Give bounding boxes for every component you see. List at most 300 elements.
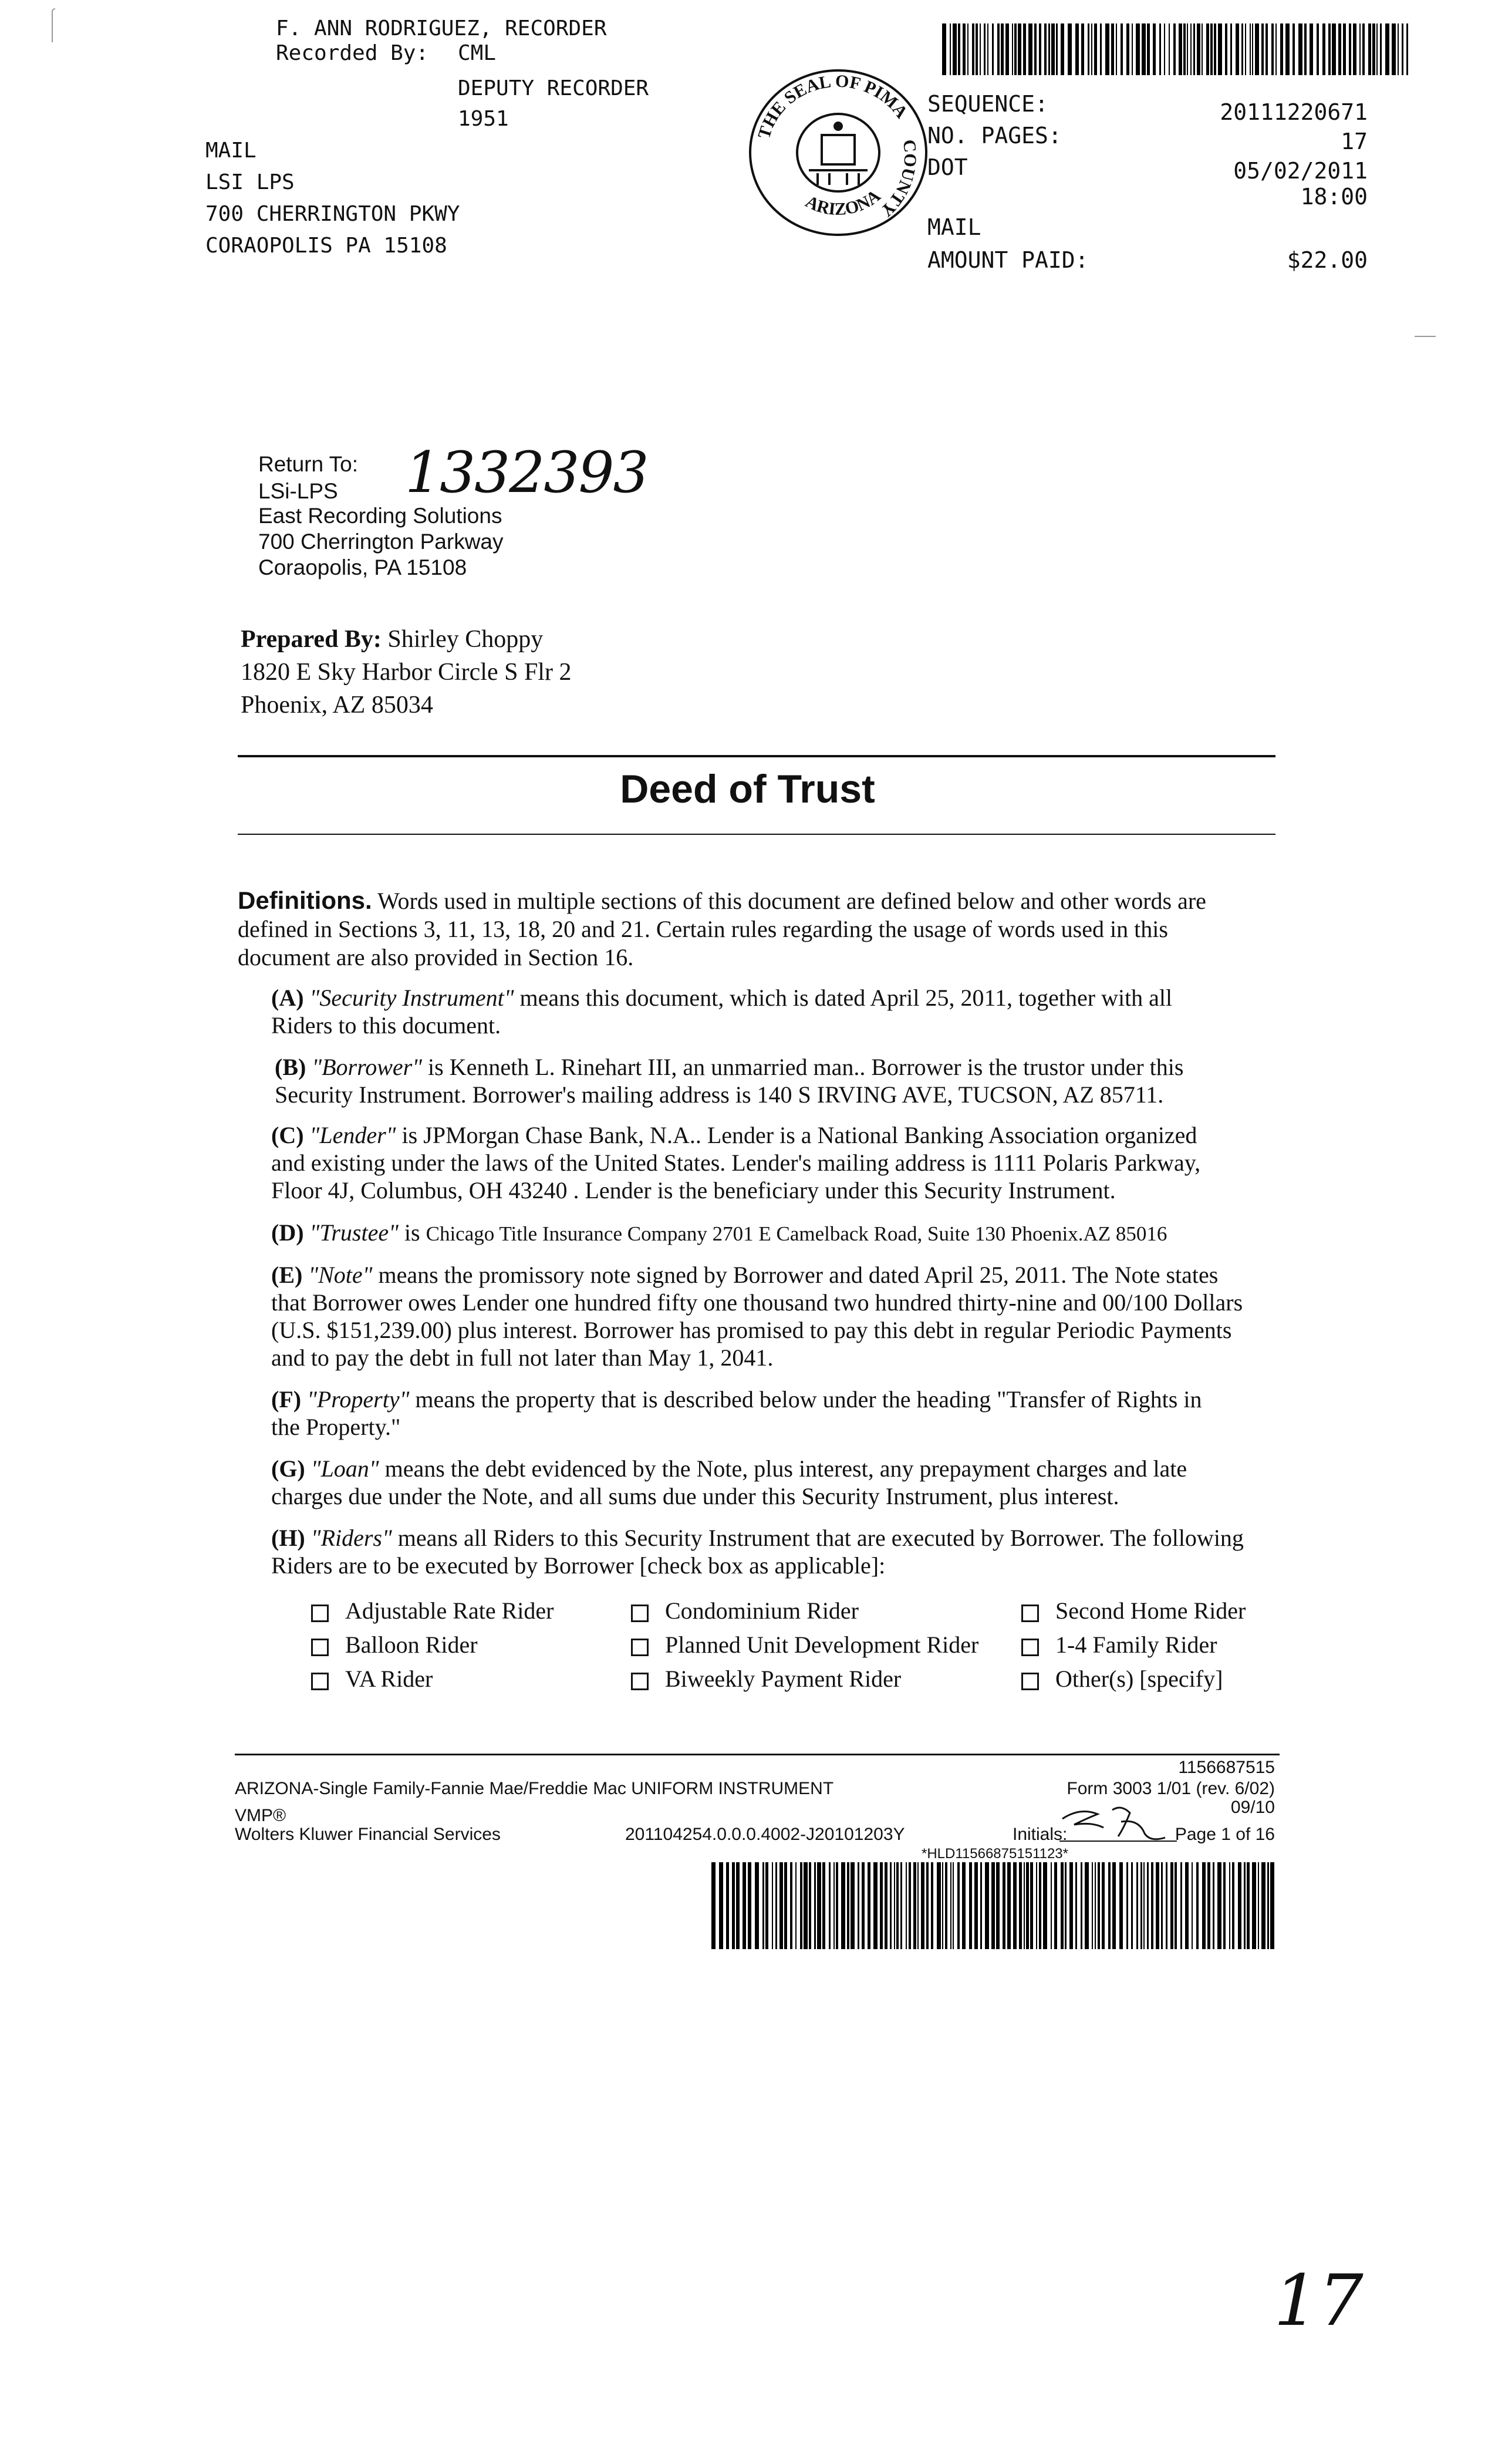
barcode-bar [800,1862,802,1949]
definition-c [271,1121,1316,1204]
recorder-code: 1951 [458,107,509,131]
barcode-bar [926,1862,929,1949]
barcode-bar [980,1862,982,1949]
barcode-bar [1280,23,1283,75]
definition-b [275,1053,1308,1108]
sequence-label: SEQUENCE: [927,91,1048,117]
barcode-bar [909,1862,911,1949]
recording-time: 18:00 [1300,184,1368,210]
definition-e [271,1261,1316,1371]
rider-other[interactable] [1021,1662,1223,1696]
barcode-bar [1136,23,1140,75]
definition-f-line1: means the property that is described below under the heading "Transfer of Rights in [415,1386,1202,1413]
barcode-bar [950,1862,951,1949]
document-type: DOT [927,154,968,180]
title-rule-bottom [238,834,1275,835]
footer-rule [235,1754,1280,1755]
definition-a-term: "Security Instrument" [309,985,514,1011]
barcode-bar [984,23,986,75]
barcode-bar [1214,23,1216,75]
recording-date: 05/02/2011 [1233,158,1368,184]
rider-va[interactable] [311,1662,433,1696]
barcode-bar [1108,1862,1111,1949]
definition-a-tag: (A) [271,985,304,1011]
recording-info [927,88,1368,282]
return-to-line4: Coraopolis, PA 15108 [258,555,467,579]
definition-d-tag: (D) [271,1219,304,1246]
barcode-bar [942,1862,943,1949]
recorder-title: DEPUTY RECORDER [458,76,649,100]
barcode-bar [779,1862,783,1949]
checkbox-icon[interactable] [311,1605,329,1622]
amount-label: AMOUNT PAID: [927,247,1089,273]
barcode-bar [1252,23,1253,75]
barcode-bar [1322,23,1325,75]
definition-b-tag: (B) [275,1054,306,1080]
barcode-bar [1353,23,1356,75]
recorder-name: F. ANN RODRIGUEZ, RECORDER [276,16,607,41]
barcode-bar [1005,23,1009,75]
barcode-bar [890,1862,892,1949]
barcode-bar [1102,1862,1105,1949]
scan-mark-left [52,8,55,42]
barcode-bar [1085,1862,1089,1949]
checkbox-icon[interactable] [631,1673,649,1690]
mail-method: MAIL [927,214,981,240]
definition-g-tag: (G) [271,1455,305,1482]
barcode-bar [963,23,966,75]
definition-h-line1: means all Riders to this Security Instrument that are executed by Borrower. The following [397,1525,1244,1551]
definition-c-tag: (C) [271,1122,304,1148]
barcode-bar [1245,23,1246,75]
barcode-bar [748,1862,751,1949]
barcode-bar [1131,1862,1133,1949]
rider-1-4-family[interactable] [1021,1628,1217,1662]
definitions-intro-line3: document are also provided in Section 16. [238,944,634,970]
barcode-bar [847,1862,849,1949]
barcode-bar [991,1862,995,1949]
barcode-bar [1014,23,1017,75]
svg-text:THE SEAL OF PIMA [754,72,912,141]
barcode-bar [1030,1862,1033,1949]
barcode-bar [873,1862,878,1949]
barcode-bar [1225,23,1227,75]
barcode-bar [1310,23,1313,75]
barcode-bar [1236,23,1239,75]
barcode-bar [851,1862,855,1949]
barcode-bar [1223,1862,1226,1949]
barcode-bar [1170,1862,1173,1949]
seal-right-text: COUNTY [876,138,920,221]
barcode-bar [1081,1862,1082,1949]
definition-d-is: is [404,1219,420,1246]
barcode-bar [1175,1862,1177,1949]
return-to-line3: 700 Cherrington Parkway [258,530,504,554]
barcode-bar [1271,23,1274,75]
barcode-bar [795,1862,797,1949]
definition-h-term: "Riders" [311,1525,392,1551]
definition-e-tag: (E) [271,1262,303,1288]
barcode-bar [917,1862,919,1949]
document-title: Deed of Trust [620,767,875,811]
barcode-bar [833,1862,835,1949]
barcode-bar [1111,23,1114,75]
footer-form-name: ARIZONA-Single Family-Fannie Mae/Freddie Mac UNIFORM INSTRUMENT [235,1779,834,1798]
barcode-bar [1218,23,1222,75]
barcode-bar [809,1862,811,1949]
footer-barcode-text: *HLD11566875151123* [922,1846,1068,1862]
definition-d [271,1219,1316,1248]
barcode-bar [1051,23,1055,75]
county-seal [744,65,932,241]
barcode-bar [1185,1862,1189,1949]
barcode-bar [1232,1862,1234,1949]
barcode-bar [958,23,960,75]
barcode-bar [1230,23,1232,75]
rider-label: Other(s) [specify] [1055,1666,1223,1692]
barcode-bar [985,1862,989,1949]
barcode-bar [1261,23,1264,75]
definition-c-term: "Lender" [309,1122,396,1148]
barcode-bar [1039,23,1041,75]
barcode-bar [1051,1862,1052,1949]
recording-barcode [942,23,1412,75]
checkbox-icon[interactable] [311,1639,329,1656]
barcode-bar [931,1862,933,1949]
barcode-bar [896,1862,899,1949]
barcode-bar [1166,1862,1167,1949]
barcode-bar [967,23,968,75]
barcode-bar [1142,23,1146,75]
barcode-bar [1044,23,1047,75]
barcode-bar [894,1862,895,1949]
definition-f-line2: the Property." [271,1414,401,1440]
seal-bottom-text: ARIZONA [802,186,885,220]
barcode-bar [1190,23,1192,75]
definitions-heading: Definitions. [238,886,372,914]
barcode-bar [1056,23,1058,75]
barcode-bar [1261,1862,1265,1949]
rider-adjustable-rate[interactable] [311,1594,554,1628]
definition-g-term: "Loan" [311,1455,379,1482]
barcode-bar [762,1862,764,1949]
barcode-bar [1247,1862,1250,1949]
barcode-bar [972,23,974,75]
barcode-bar [1392,23,1396,75]
barcode-bar [992,23,994,75]
barcode-bar [1028,23,1032,75]
pages-value: 17 [1341,129,1368,154]
barcode-bar [1368,23,1371,75]
barcode-bar [1317,23,1319,75]
checkbox-icon[interactable] [311,1673,329,1690]
barcode-bar [1196,1862,1199,1949]
barcode-bar [1100,23,1102,75]
barcode-bar [1343,23,1346,75]
footer-vmp: VMP® [235,1806,286,1825]
barcode-bar [1095,1862,1096,1949]
barcode-bar [953,1862,954,1949]
return-to-handwritten-number: 1332393 [405,440,648,505]
recorded-by-label: Recorded By: [276,41,429,65]
barcode-bar [1250,23,1251,75]
barcode-bar [1075,23,1079,75]
rider-planned-unit-development[interactable] [631,1628,978,1662]
barcode-bar [1173,23,1176,75]
barcode-bar [711,1862,716,1949]
barcode-bar [1187,23,1189,75]
barcode-bar [1161,1862,1163,1949]
barcode-bar [1126,23,1129,75]
barcode-bar [1036,1862,1037,1949]
barcode-bar [953,23,957,75]
barcode-bar [987,23,988,75]
checkbox-icon[interactable] [631,1639,649,1656]
barcode-bar [1213,1862,1214,1949]
barcode-bar [1275,23,1277,75]
definition-g-line1: means the debt evidenced by the Note, plus interest, any prepayment charges and late [384,1455,1187,1482]
footer-page-number: Page 1 of 16 [1175,1825,1275,1844]
barcode-bar [1098,1862,1100,1949]
footer-form-number: Form 3003 1/01 (rev. 6/02) [1067,1779,1275,1798]
definition-e-line3: (U.S. $151,239.00) plus interest. Borrower has promised to pay this debt in regular Periodic Payments [271,1317,1232,1343]
barcode-bar [829,1862,831,1949]
barcode-bar [1003,1862,1005,1949]
barcode-bar [1179,23,1182,75]
barcode-bar [1153,23,1156,75]
barcode-bar [1202,23,1203,75]
barcode-bar [945,1862,947,1949]
definitions-intro [238,886,1294,972]
barcode-bar [822,1862,825,1949]
barcode-bar [1206,23,1209,75]
barcode-bar [1164,23,1165,75]
handwritten-page-count: 17 [1274,2260,1364,2342]
mail-city: CORAOPOLIS PA 15108 [205,234,447,258]
barcode-bar [1147,1862,1149,1949]
barcode-bar [1119,1862,1123,1949]
barcode-bar [775,1862,777,1949]
barcode-bar [804,1862,808,1949]
barcode-bar [969,1862,972,1949]
checkbox-icon[interactable] [1021,1673,1039,1690]
barcode-bar [976,23,978,75]
barcode-bar [817,1862,821,1949]
mail-label: MAIL [205,139,257,163]
barcode-bar [1121,23,1123,75]
prepared-by-address2: Phoenix, AZ 85034 [241,692,433,719]
barcode-bar [1202,1862,1206,1949]
barcode-bar [1328,23,1331,75]
barcode-bar [997,23,1000,75]
barcode-bar [1126,1862,1128,1949]
barcode-bar [772,1862,773,1949]
barcode-bar [1023,23,1026,75]
barcode-bar [1105,23,1109,75]
barcode-bar [1013,1862,1017,1949]
footer-publisher: Wolters Kluwer Financial Services [235,1825,501,1844]
barcode-bar [1265,23,1268,75]
barcode-bar [1169,23,1170,75]
definition-g [271,1455,1316,1510]
definitions-intro-line2: defined in Sections 3, 11, 13, 18, 20 and 21. Certain rules regarding the usage of words used in this [238,916,1168,942]
definition-h-tag: (H) [271,1525,305,1551]
barcode-bar [1180,1862,1182,1949]
footer-form-date: 09/10 [1230,1798,1275,1817]
document-barcode [711,1862,1277,1949]
barcode-bar [1112,1862,1116,1949]
barcode-bar [1376,23,1378,75]
barcode-bar [1402,23,1403,75]
barcode-bar [1156,1862,1159,1949]
barcode-bar [862,1862,865,1949]
title-rule [238,755,1275,757]
barcode-bar [726,1862,729,1949]
barcode-bar [765,1862,768,1949]
barcode-bar [755,1862,759,1949]
prepared-by [241,622,543,656]
barcode-bar [732,1862,735,1949]
barcode-bar [1298,23,1302,75]
footer-doc-code: 201104254.0.0.0.4002-J20101203Y [625,1825,905,1844]
barcode-bar [1406,23,1408,75]
return-to-line2: East Recording Solutions [258,504,502,528]
barcode-bar [1359,23,1361,75]
barcode-bar [980,23,981,75]
barcode-bar [1132,23,1133,75]
barcode-bar [937,1862,941,1949]
barcode-bar [1081,23,1084,75]
rider-label: VA Rider [345,1666,433,1692]
barcode-bar [1151,1862,1153,1949]
barcode-bar [1054,1862,1057,1949]
barcode-bar [921,1862,924,1949]
barcode-bar [1088,23,1089,75]
barcode-bar [841,1862,845,1949]
definitions-intro-line1: Words used in multiple sections of this document are defined below and other words are [377,888,1206,914]
barcode-bar [743,1862,746,1949]
barcode-bar [1143,1862,1145,1949]
barcode-bar [1183,23,1186,75]
barcode-bar [1091,23,1092,75]
barcode-bar [1039,1862,1041,1949]
rider-label: Condominium Rider [665,1597,859,1624]
barcode-bar [1116,23,1117,75]
definition-f-tag: (F) [271,1386,302,1413]
barcode-bar [1043,1862,1047,1949]
barcode-bar [1018,23,1022,75]
mail-name: LSI LPS [205,170,295,194]
rider-label: Adjustable Rate Rider [345,1597,554,1624]
barcode-bar [1012,23,1013,75]
barcode-bar [1092,1862,1093,1949]
barcode-bar [906,1862,907,1949]
barcode-bar [913,1862,916,1949]
barcode-bar [1385,23,1389,75]
definition-c-line1: is JPMorgan Chase Bank, N.A.. Lender is a National Banking Association organized [401,1122,1197,1148]
barcode-bar [1349,23,1351,75]
barcode-bar [1244,1862,1246,1949]
definition-c-line3: Floor 4J, Columbus, OH 43240 . Lender is the beneficiary under this Security Instrument. [271,1177,1116,1204]
definition-b-line1: is Kenneth L. Rinehart III, an unmarried man.. Borrower is the trustor under this [428,1054,1184,1080]
rider-second-home[interactable] [1021,1594,1246,1628]
definition-c-line2: and existing under the laws of the United States. Lender's mailing address is 1111 Polaris Parkway, [271,1150,1201,1176]
barcode-bar [790,1862,792,1949]
barcode-bar [1075,1862,1077,1949]
barcode-bar [885,1862,887,1949]
definition-e-term: "Note" [308,1262,373,1288]
seal-top-text: THE SEAL OF PIMA [754,71,912,141]
barcode-bar [1285,23,1290,75]
barcode-bar [1024,1862,1025,1949]
prepared-by-name: Shirley Choppy [387,626,544,653]
rider-balloon[interactable] [311,1628,478,1662]
prepared-by-address1: 1820 E Sky Harbor Circle S Flr 2 [241,659,572,686]
barcode-bar [900,1862,902,1949]
barcode-bar [1069,1862,1073,1949]
barcode-bar [957,1862,960,1949]
barcode-bar [719,1862,723,1949]
rider-condominium[interactable] [631,1594,859,1628]
barcode-bar [1241,23,1243,75]
definition-a-line1: means this document, which is dated April 25, 2011, together with all [519,985,1173,1011]
checkbox-icon[interactable] [1021,1605,1039,1622]
pages-label: NO. PAGES: [927,123,1062,149]
barcode-bar [1061,23,1064,75]
barcode-bar [1147,23,1150,75]
barcode-bar [1338,23,1341,75]
barcode-bar [1034,23,1037,75]
checkbox-icon[interactable] [631,1605,649,1622]
rider-biweekly-payment[interactable] [631,1662,901,1696]
barcode-bar [1026,1862,1029,1949]
barcode-bar [1197,23,1200,75]
definition-b-line2: Security Instrument. Borrower's mailing address is 140 S IRVING AVE, TUCSON, AZ 85711. [275,1081,1164,1108]
definition-h-line2: Riders are to be executed by Borrower [check box as applicable]: [271,1552,886,1579]
definition-d-term: "Trustee" [309,1219,399,1246]
definition-g-line2: charges due under the Note, and all sums due under this Security Instrument, plus interest. [271,1483,1119,1509]
barcode-bar [1217,1862,1221,1949]
definition-h [271,1524,1316,1579]
definition-a [271,984,1304,1039]
barcode-bar [1255,23,1259,75]
scan-mark-right [1415,336,1436,337]
footer-initials-label: Initials: [1013,1825,1068,1844]
barcode-bar [1304,23,1307,75]
checkbox-icon[interactable] [1021,1639,1039,1656]
definition-f [271,1386,1316,1441]
definition-e-line2: that Borrower owes Lender one hundred fifty one thousand two hundred thirty-nine and 00/100 Dollars [271,1289,1243,1316]
barcode-bar [950,23,951,75]
rider-label: Balloon Rider [345,1632,478,1658]
barcode-bar [1136,1862,1138,1949]
footer-loan-number: 1156687515 [1178,1758,1275,1777]
barcode-bar [996,1862,1000,1949]
barcode-bar [1229,1862,1230,1949]
barcode-bar [736,1862,740,1949]
barcode-bar [868,1862,870,1949]
barcode-bar [858,1862,859,1949]
barcode-bar [1048,23,1050,75]
initials-signature [1057,1801,1180,1848]
barcode-bar [1140,1862,1142,1949]
barcode-bar [1007,1862,1011,1949]
sequence-value: 20111220671 [1220,99,1368,125]
return-to-label: Return To: [258,452,359,476]
barcode-bar [1267,1862,1269,1949]
barcode-bar [1380,23,1382,75]
return-to-company: LSi-LPS [258,479,338,503]
